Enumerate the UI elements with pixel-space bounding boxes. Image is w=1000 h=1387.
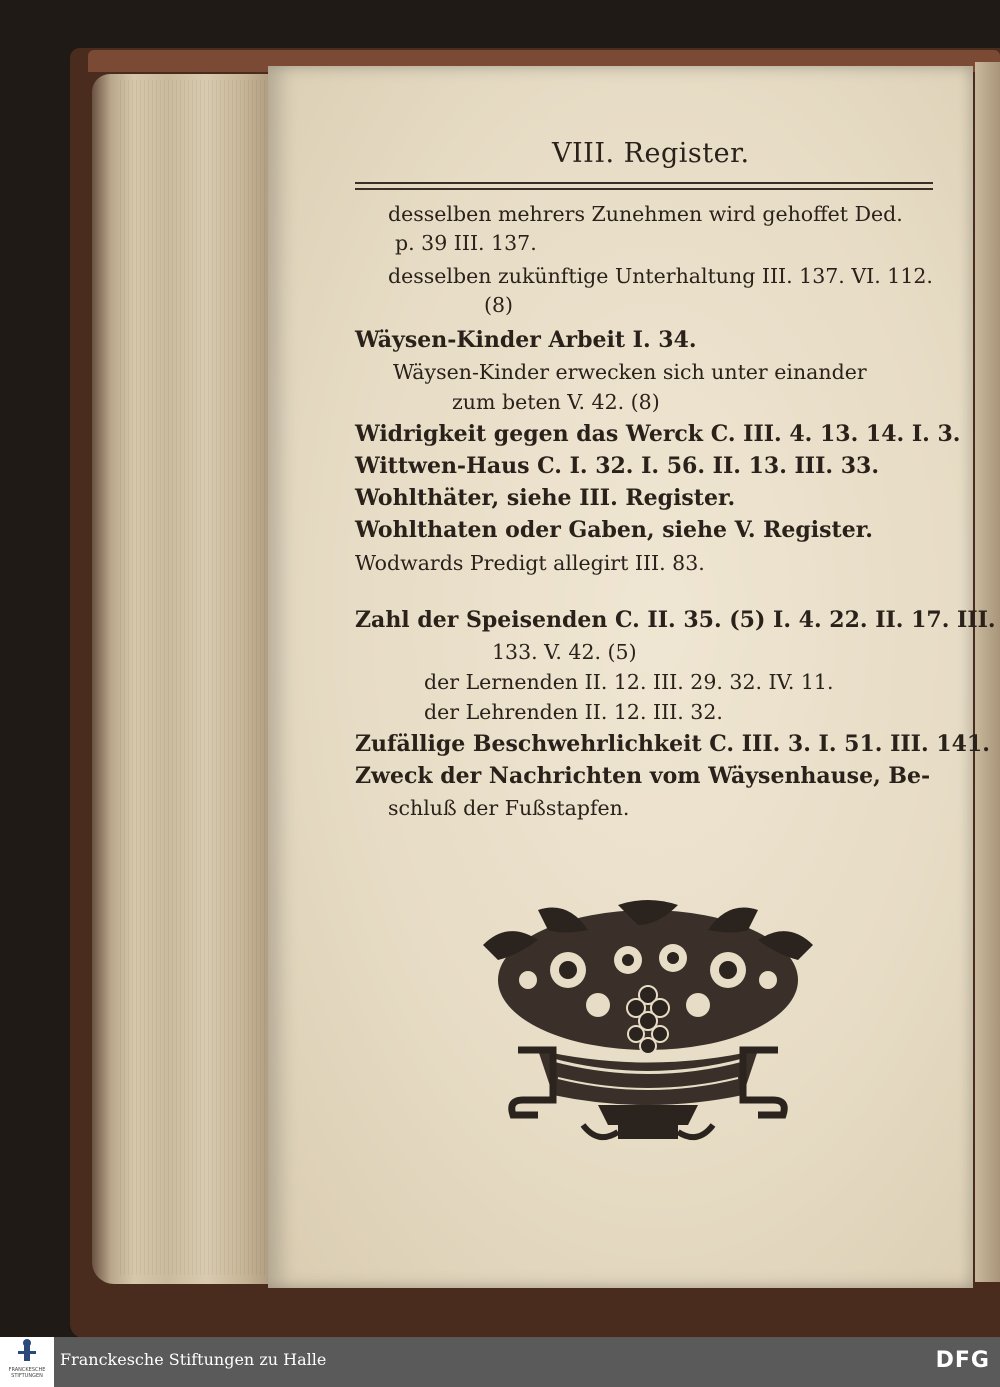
fruit-basket-ornament-icon: [478, 900, 818, 1145]
entry-line: Zahl der Speisenden C. II. 35. (5) I. 4. 22. II. 17. III.: [355, 607, 996, 633]
entry-line: 133. V. 42. (5): [492, 640, 637, 664]
entry-line: Widrigkeit gegen das Werck C. III. 4. 13. 14. I. 3.: [355, 421, 961, 447]
entry-line: Wohlthäter, siehe III. Register.: [355, 485, 736, 511]
footer-bar: [0, 1337, 1000, 1387]
logo-caption: FRANCKESCHE STIFTUNGEN: [8, 1367, 46, 1379]
entry-line: desselben zukünftige Unterhaltung III. 137. VI. 112.: [388, 264, 933, 288]
entry-line: der Lernenden II. 12. III. 29. 32. IV. 11.: [424, 670, 834, 694]
franckesche-logo-icon: [0, 1337, 54, 1387]
entry-line: Wohlthaten oder Gaben, siehe V. Register.: [355, 517, 873, 543]
entry-line: Wäysen-Kinder erwecken sich unter einander: [393, 360, 867, 384]
entry-line: zum beten V. 42. (8): [452, 390, 660, 414]
institution-name: Franckesche Stiftungen zu Halle: [60, 1350, 327, 1369]
entry-line: Wäysen-Kinder Arbeit I. 34.: [355, 327, 697, 353]
entry-line: Zweck der Nachrichten vom Wäysenhause, Be-: [355, 763, 931, 789]
entry-line: desselben mehrers Zunehmen wird gehoffet Ded.: [388, 202, 903, 226]
dfg-logo: DFG: [935, 1348, 990, 1373]
entry-line: Wittwen-Haus C. I. 32. I. 56. II. 13. III. 33.: [355, 453, 879, 479]
entry-line: schluß der Fußstapfen.: [388, 796, 630, 820]
facing-page-edge: [975, 62, 1000, 1282]
entry-line: p. 39 III. 137.: [395, 231, 537, 255]
franckesche-emblem-icon: [0, 1337, 54, 1367]
entry-line: der Lehrenden II. 12. III. 32.: [424, 700, 723, 724]
header-rule-top: [355, 182, 933, 184]
header-rule-bottom: [355, 188, 933, 190]
entry-line: (8): [484, 293, 514, 317]
entry-line: Wodwards Predigt allegirt III. 83.: [355, 551, 705, 575]
page-header: VIII. Register.: [552, 138, 750, 169]
entry-line: Zufällige Beschwehrlichkeit C. III. 3. I. 51. III. 141.: [355, 731, 990, 757]
page-block-lines: [120, 80, 270, 1275]
